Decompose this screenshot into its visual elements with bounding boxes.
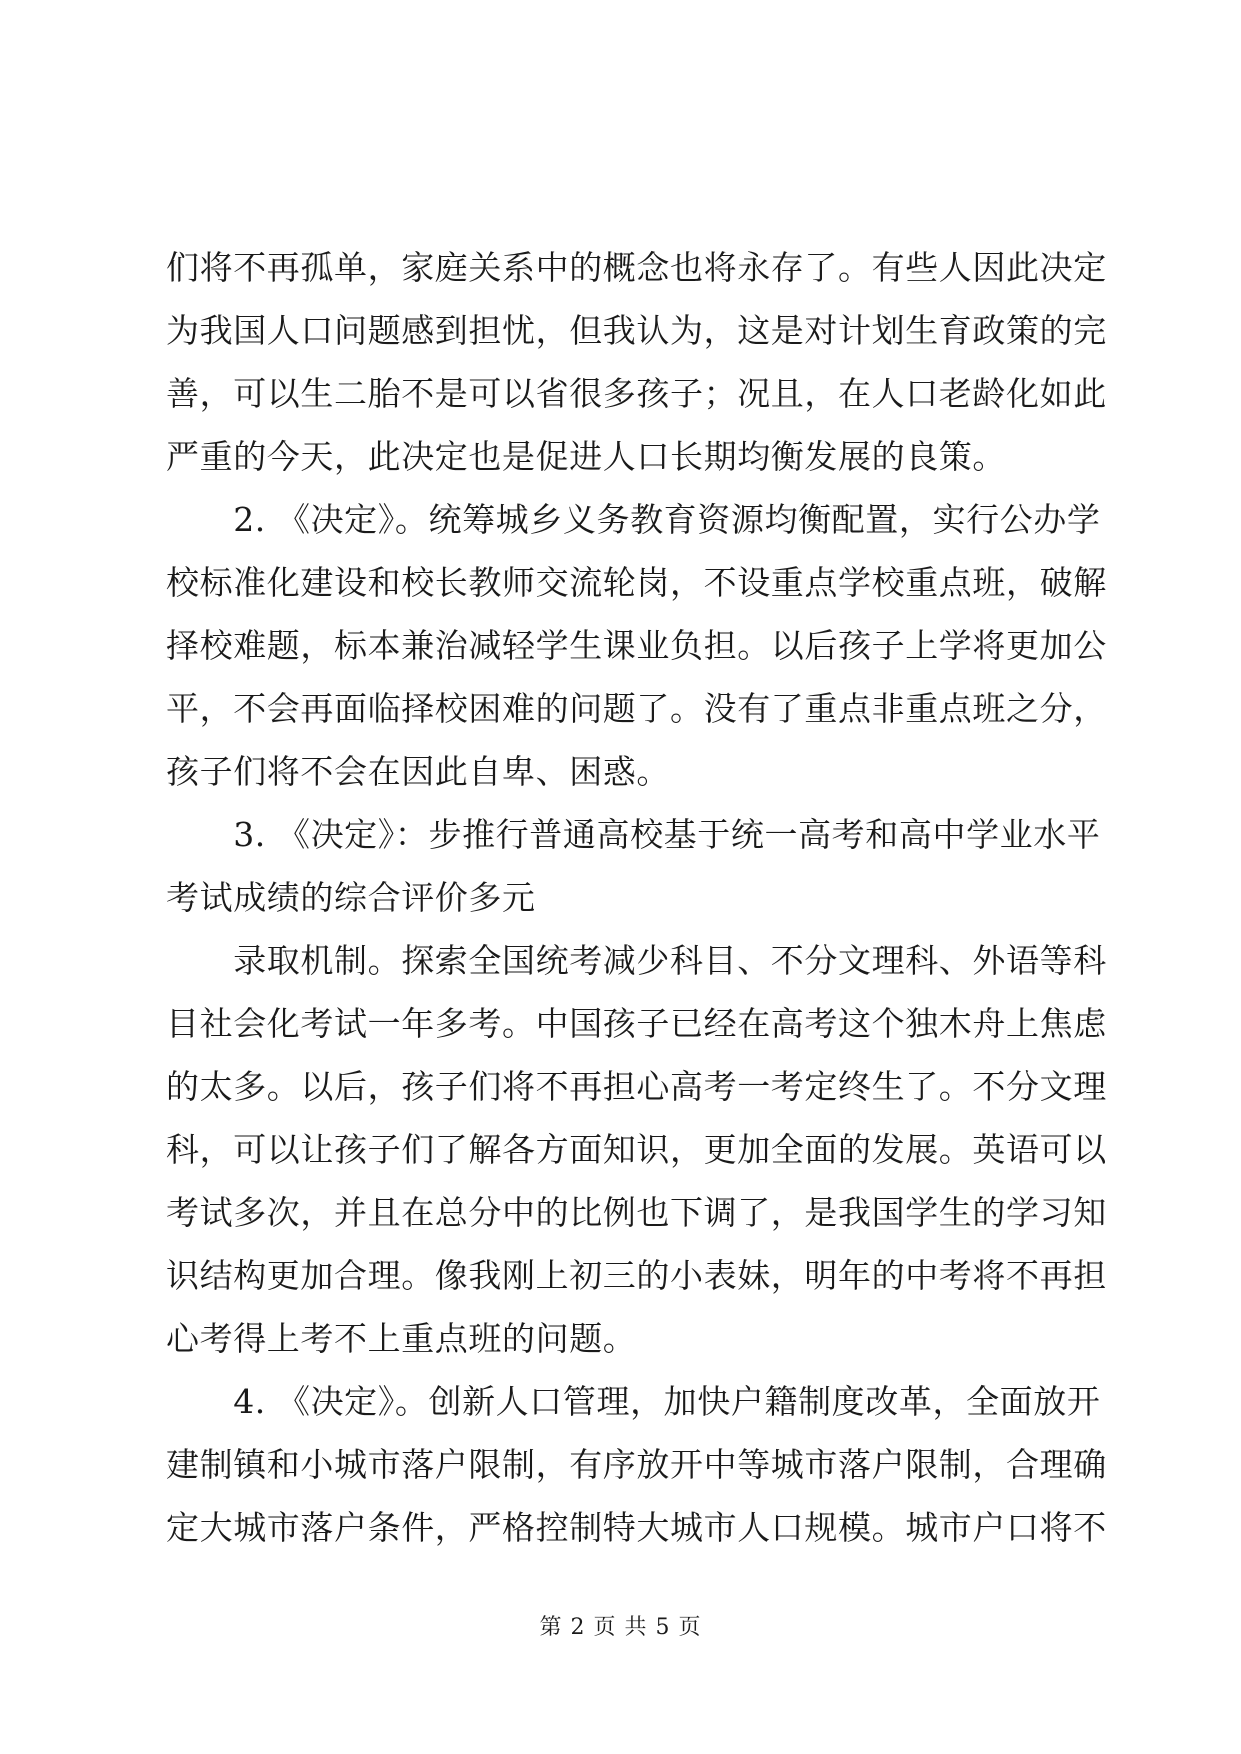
- page-footer: 第 2 页 共 5 页: [539, 1615, 702, 1640]
- text-line: 的太多。以后，孩子们将不再担心高考一考定终生了。不分文理: [166, 1067, 1107, 1106]
- text-line: 择校难题，标本兼治减轻学生课业负担。以后孩子上学将更加公: [166, 626, 1107, 665]
- body-text: [166, 236, 1107, 1559]
- text-line: 科，可以让孩子们了解各方面知识，更加全面的发展。英语可以: [166, 1130, 1107, 1169]
- text-line: 考试多次，并且在总分中的比例也下调了，是我国学生的学习知: [166, 1193, 1107, 1232]
- text-line: 建制镇和小城市落户限制，有序放开中等城市落户限制，合理确: [166, 1445, 1107, 1484]
- text-line: 考试成绩的综合评价多元: [166, 878, 536, 917]
- text-line: 识结构更加合理。像我刚上初三的小表妹，明年的中考将不再担: [166, 1256, 1107, 1295]
- text-line: 孩子们将不会在因此自卑、困惑。: [166, 752, 670, 791]
- text-line: 录取机制。探索全国统考减少科目、不分文理科、外语等科: [166, 941, 1107, 980]
- text-line: 3. 《决定》：步推行普通高校基于统一高考和高中学业水平: [166, 815, 1101, 854]
- text-line: 平，不会再面临择校困难的问题了。没有了重点非重点班之分，: [166, 689, 1107, 728]
- text-line: 们将不再孤单，家庭关系中的概念也将永存了。有些人因此决定: [166, 248, 1107, 287]
- text-line: 4. 《决定》。创新人口管理，加快户籍制度改革，全面放开: [166, 1382, 1101, 1421]
- text-line: 为我国人口问题感到担忧，但我认为，这是对计划生育政策的完: [166, 311, 1107, 350]
- text-line: 定大城市落户条件，严格控制特大城市人口规模。城市户口将不: [166, 1508, 1107, 1547]
- text-line: 善，可以生二胎不是可以省很多孩子；况且，在人口老龄化如此: [166, 374, 1107, 413]
- text-line: 2. 《决定》。统筹城乡义务教育资源均衡配置，实行公办学: [166, 500, 1101, 539]
- text-line: 目社会化考试一年多考。中国孩子已经在高考这个独木舟上焦虑: [166, 1004, 1107, 1043]
- text-line: 严重的今天，此决定也是促进人口长期均衡发展的良策。: [166, 437, 1006, 476]
- text-line: 心考得上考不上重点班的问题。: [166, 1319, 637, 1358]
- text-line: 校标准化建设和校长教师交流轮岗，不设重点学校重点班，破解: [166, 563, 1107, 602]
